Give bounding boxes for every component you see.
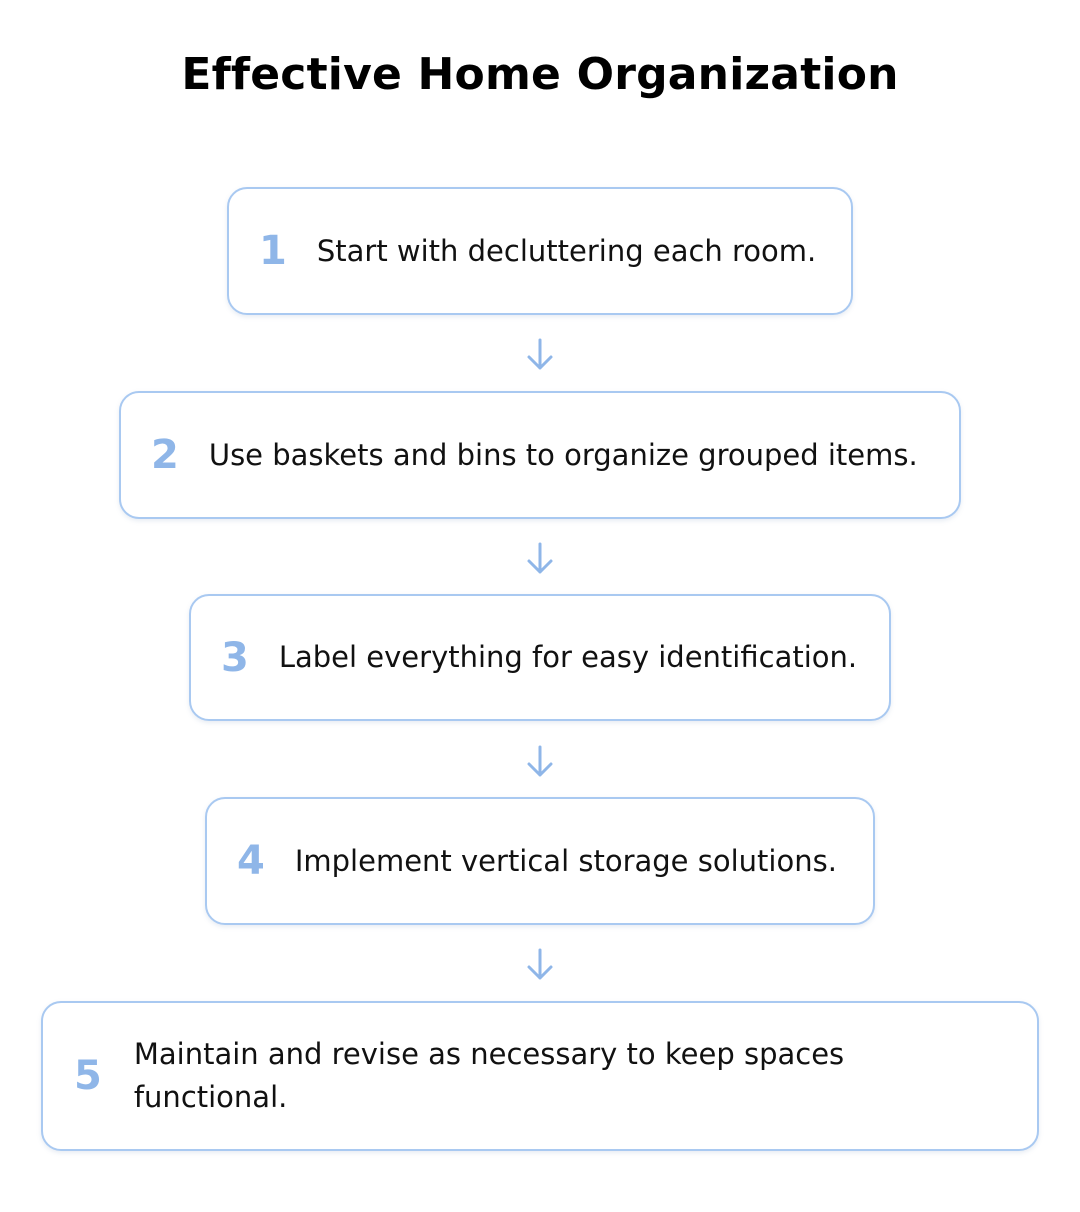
arrow-down-icon [525, 541, 555, 577]
step-text: Use baskets and bins to organize grouped items. [208, 437, 918, 472]
step-number: 2 [151, 432, 179, 478]
flow-step-4 [205, 797, 875, 925]
step-text: Implement vertical storage solutions. [294, 843, 837, 878]
step-text: Start with decluttering each room. [316, 233, 817, 268]
step-number: 4 [237, 838, 265, 884]
page-title: Effective Home Organization [181, 49, 899, 100]
flow-step-2 [119, 391, 961, 519]
flow-step-3 [189, 594, 891, 721]
step-text: Label everything for easy identification. [278, 640, 858, 674]
step-number: 1 [259, 228, 287, 274]
flow-step-1 [227, 187, 853, 315]
arrow-down-icon [525, 744, 555, 780]
step-number: 3 [221, 634, 249, 681]
flow-step-5 [41, 1001, 1039, 1151]
step-text: Maintain and revise as necessary to keep spaces functional. [133, 1037, 845, 1114]
step-number: 5 [74, 1053, 102, 1099]
arrow-down-icon [525, 337, 555, 373]
arrow-down-icon [525, 947, 555, 983]
